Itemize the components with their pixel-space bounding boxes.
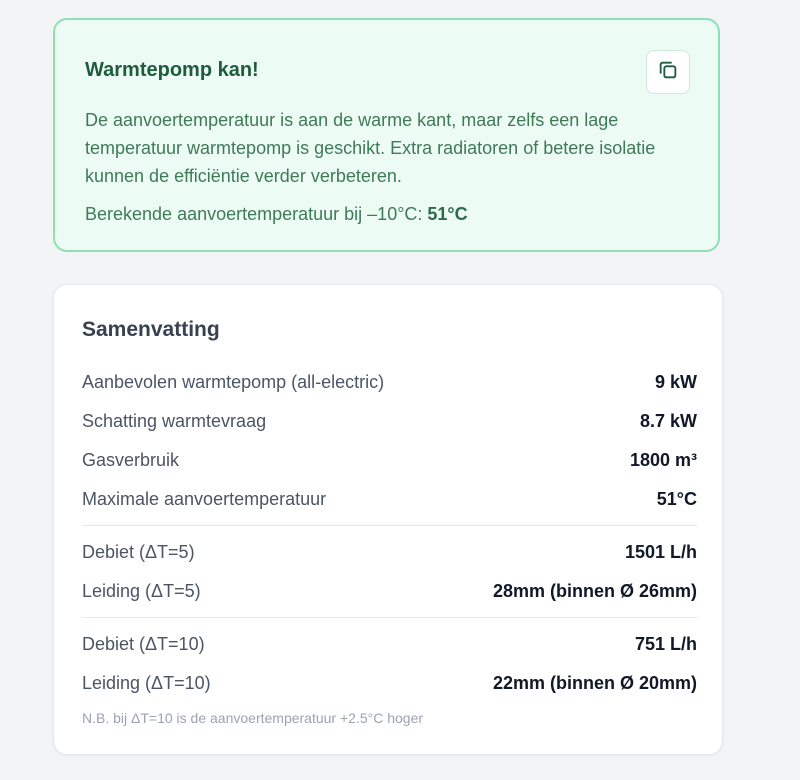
row-label: Debiet (ΔT=5) [82,542,195,562]
summary-row-flow-dt10 [82,625,697,664]
row-label: Aanbevolen warmtepomp (all-electric) [82,372,385,392]
footnote: N.B. bij ΔT=10 is de aanvoertemperatuur +2.5°C hoger [82,710,424,726]
copy-button[interactable] [646,50,690,94]
success-alert [53,18,720,252]
row-label: Maximale aanvoertemperatuur [82,489,327,509]
row-label: Leiding (ΔT=5) [82,581,201,601]
row-value: 9 kW [654,372,697,392]
row-label: Debiet (ΔT=10) [82,634,205,654]
row-value: 28mm (binnen Ø 26mm) [492,581,697,601]
summary-row-pipe-dt5 [82,572,697,611]
summary-row-heat-demand [82,402,697,441]
calculated-temperature-value: 51°C [427,204,468,224]
summary-title: Samenvatting [82,318,220,341]
summary-row-flow-dt5 [82,533,697,572]
divider [82,617,697,618]
summary-rows [82,363,697,703]
row-value: 1800 m³ [629,450,697,470]
copy-icon [657,59,679,86]
row-value: 1501 L/h [624,542,697,562]
summary-card [53,284,723,755]
alert-message: De aanvoertemperatuur is aan de warme kant, maar zelfs een lage temperatuur warmtepomp is geschikt. Extra radiatoren of betere isolatie kunnen de efficiëntie verder verbeteren. [85,110,656,186]
summary-row-max-temp [82,480,697,519]
row-value: 51°C [656,489,697,509]
divider [82,525,697,526]
summary-row-gas-usage [82,441,697,480]
summary-row-heatpump [82,363,697,402]
summary-row-pipe-dt10 [82,664,697,703]
row-value: 8.7 kW [639,411,697,431]
row-value: 751 L/h [634,634,697,654]
calculated-temperature-label: Berekende aanvoertemperatuur bij –10°C: [85,204,428,224]
calculated-temperature [85,200,468,228]
alert-title: Warmtepomp kan! [85,59,259,81]
row-label: Schatting warmtevraag [82,411,267,431]
row-label: Gasverbruik [82,450,180,470]
row-label: Leiding (ΔT=10) [82,673,211,693]
row-value: 22mm (binnen Ø 20mm) [492,673,697,693]
